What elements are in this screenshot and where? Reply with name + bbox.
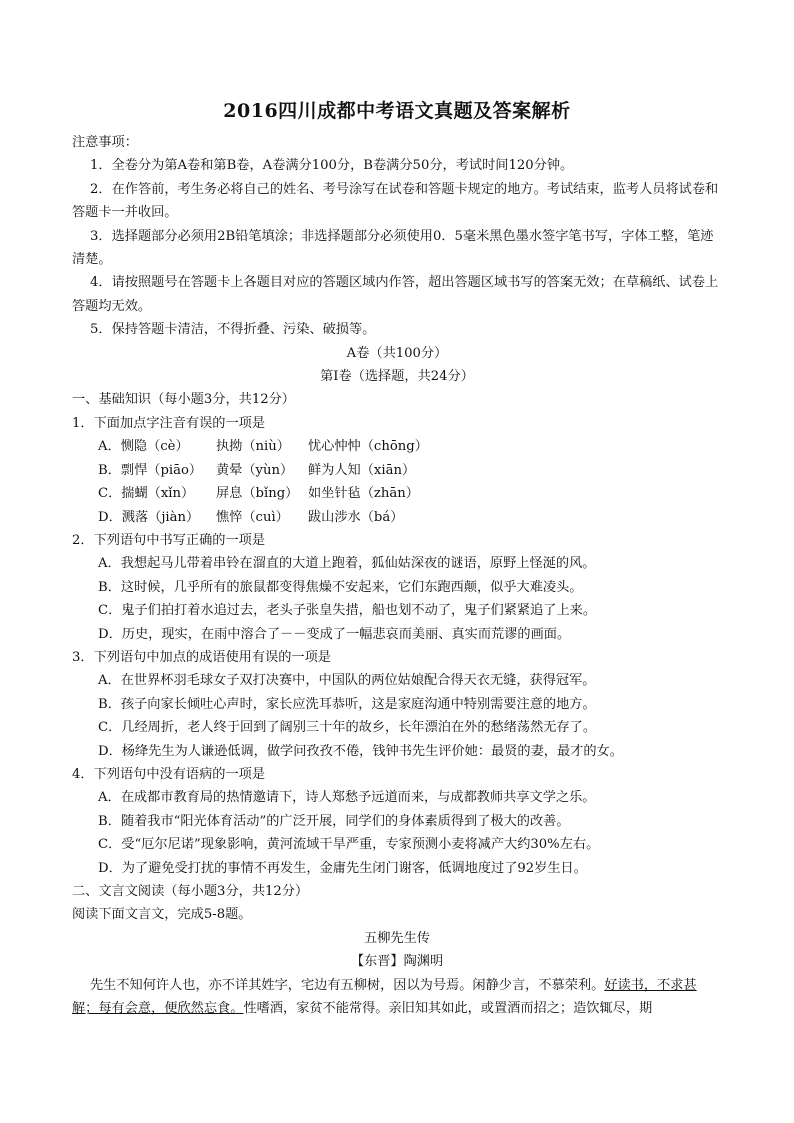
question-3-option-c: C．几经周折，老人终于回到了阔别三十年的故乡，长年漂泊在外的愁绪荡然无存了。	[98, 720, 597, 736]
option-word: 执拗（niù）	[216, 439, 290, 455]
question-2-option-d: D．历史，现实，在雨中溶合了－－变成了一幅悲哀而美丽、真实而荒谬的画面。	[98, 626, 571, 642]
question-2-option-b: B．这时候，几乎所有的旅鼠都变得焦燥不安起来，它们东跑西颠，似乎大难凌头。	[98, 579, 583, 595]
note-item-4: 4．请按照题号在答题卡上各题目对应的答题区域内作答，超出答题区域书写的答案无效；在草稿纸、试卷上答题均无效。	[72, 275, 719, 314]
option-word: 忧心忡忡（chōng）	[308, 439, 428, 455]
question-3-stem: 3．下列语句中加点的成语使用有误的一项是	[72, 649, 331, 665]
question-2-option-c: C．鬼子们拍打着水追过去，老头子张皇失措，船也划不动了，鬼子们紧紧追了上来。	[98, 603, 597, 619]
section-two-heading: 二、文言文阅读（每小题3分，共12分）	[72, 884, 309, 899]
exam-page	[72, 96, 722, 1020]
note-item-2: 2．在作答前，考生务必将自己的姓名、考号涂写在试卷和答题卡规定的地方。考试结束，监考人员将试卷和答题卡一并收回。	[72, 181, 719, 221]
question-1-option-a	[72, 435, 722, 458]
note-item-3: 3．选择题部分必须用2B铅笔填涂；非选择题部分必须使用0．5毫米黑色墨水签字笔书写，字体工整，笔迹清楚。	[72, 228, 714, 268]
question-1-option-d	[72, 506, 722, 529]
question-4-option-d: D．为了避免受打扰的事情不再发生，金庸先生闭门谢客，低调地度过了92岁生日。	[98, 860, 587, 876]
page-title: 2016四川成都中考语文真题及答案解析	[223, 100, 571, 122]
question-3-option-d: D．杨绛先生为人谦逊低调，做学问孜孜不倦，钱钟书先生评价她：最贤的妻，最才的女。	[98, 743, 623, 759]
question-3-option-b: B．孩子向家长倾吐心声时，家长应洗耳恭听，这是家庭沟通中特别需要注意的地方。	[98, 696, 596, 712]
volume-a-heading: A卷（共100分）	[346, 345, 448, 361]
notes-heading: 注意事项：	[72, 135, 138, 150]
essay-author: 【东晋】陶渊明	[350, 954, 444, 970]
essay-text: 先生不知何许人也，亦不详其姓字，宅边有五柳树，因以为号焉。闲静少言，不慕荣利。	[90, 977, 605, 993]
option-word: 黄晕（yùn）	[216, 462, 294, 478]
question-4-option-b: B．随着我市“阳光体育活动”的广泛开展，同学们的身体素质得到了极大的改善。	[98, 813, 570, 829]
essay-text: 性嗜酒，家贫不能常得。亲旧知其如此，或置酒而招之；造饮辄尽，期	[243, 1001, 653, 1017]
reading-instruction: 阅读下面文言文，完成5-8题。	[72, 907, 252, 923]
question-1-option-b	[72, 459, 722, 482]
option-word: 屏息（bǐng）	[216, 486, 299, 502]
question-1-stem: 1．下面加点字注音有误的一项是	[72, 415, 266, 431]
part-one-heading: 第Ⅰ卷（选择题，共24分）	[320, 369, 474, 385]
essay-paragraph	[72, 974, 722, 1021]
question-4-option-c: C．受“厄尔尼诺”现象影响，黄河流域干旱严重，专家预测小麦将减产大约30%左右。	[98, 837, 600, 853]
question-1-option-c	[72, 482, 722, 505]
option-word: A．恻隐（cè）	[98, 439, 189, 455]
note-item-5: 5．保持答题卡清洁，不得折叠、污染、破损等。	[90, 322, 376, 338]
option-word: 憔悴（cuì）	[216, 509, 289, 525]
question-2-option-a: A．我想起马儿带着串铃在溜直的大道上跑着，狐仙姑深夜的谜语，原野上怪涎的风。	[98, 556, 596, 572]
essay-title: 五柳先生传	[364, 930, 430, 946]
note-item-1: 1．全卷分为第A卷和第B卷，A卷满分100分，B卷满分50分，考试时间120分钟。	[90, 158, 574, 174]
question-4-option-a: A．在成都市教育局的热情邀请下，诗人郑愁予远道而来，与成都教师共享文学之乐。	[98, 790, 596, 806]
option-word: 鲜为人知（xiān）	[308, 462, 416, 478]
option-word: 如坐针毡（zhān）	[308, 486, 419, 502]
option-word: B．剽悍（piāo）	[98, 462, 203, 478]
essay-underlined-text: 好读书，不	[604, 977, 671, 993]
option-word: D．溅落（jiàn）	[98, 509, 200, 525]
option-word: C．揣蝴（xǐn）	[98, 486, 195, 502]
option-word: 跋山涉水（bá）	[308, 509, 404, 525]
question-2-stem: 2．下列语句中书写正确的一项是	[72, 532, 266, 548]
question-4-stem: 4．下列语句中没有语病的一项是	[72, 766, 266, 782]
section-one-heading: 一、基础知识（每小题3分，共12分）	[72, 392, 295, 408]
question-3-option-a: A．在世界杯羽毛球女子双打决赛中，中国队的两位姑娘配合得天衣无缝，获得冠军。	[98, 673, 596, 689]
essay-underlined-text: 求甚解；每有会意，便欣然忘食。	[72, 977, 697, 1017]
